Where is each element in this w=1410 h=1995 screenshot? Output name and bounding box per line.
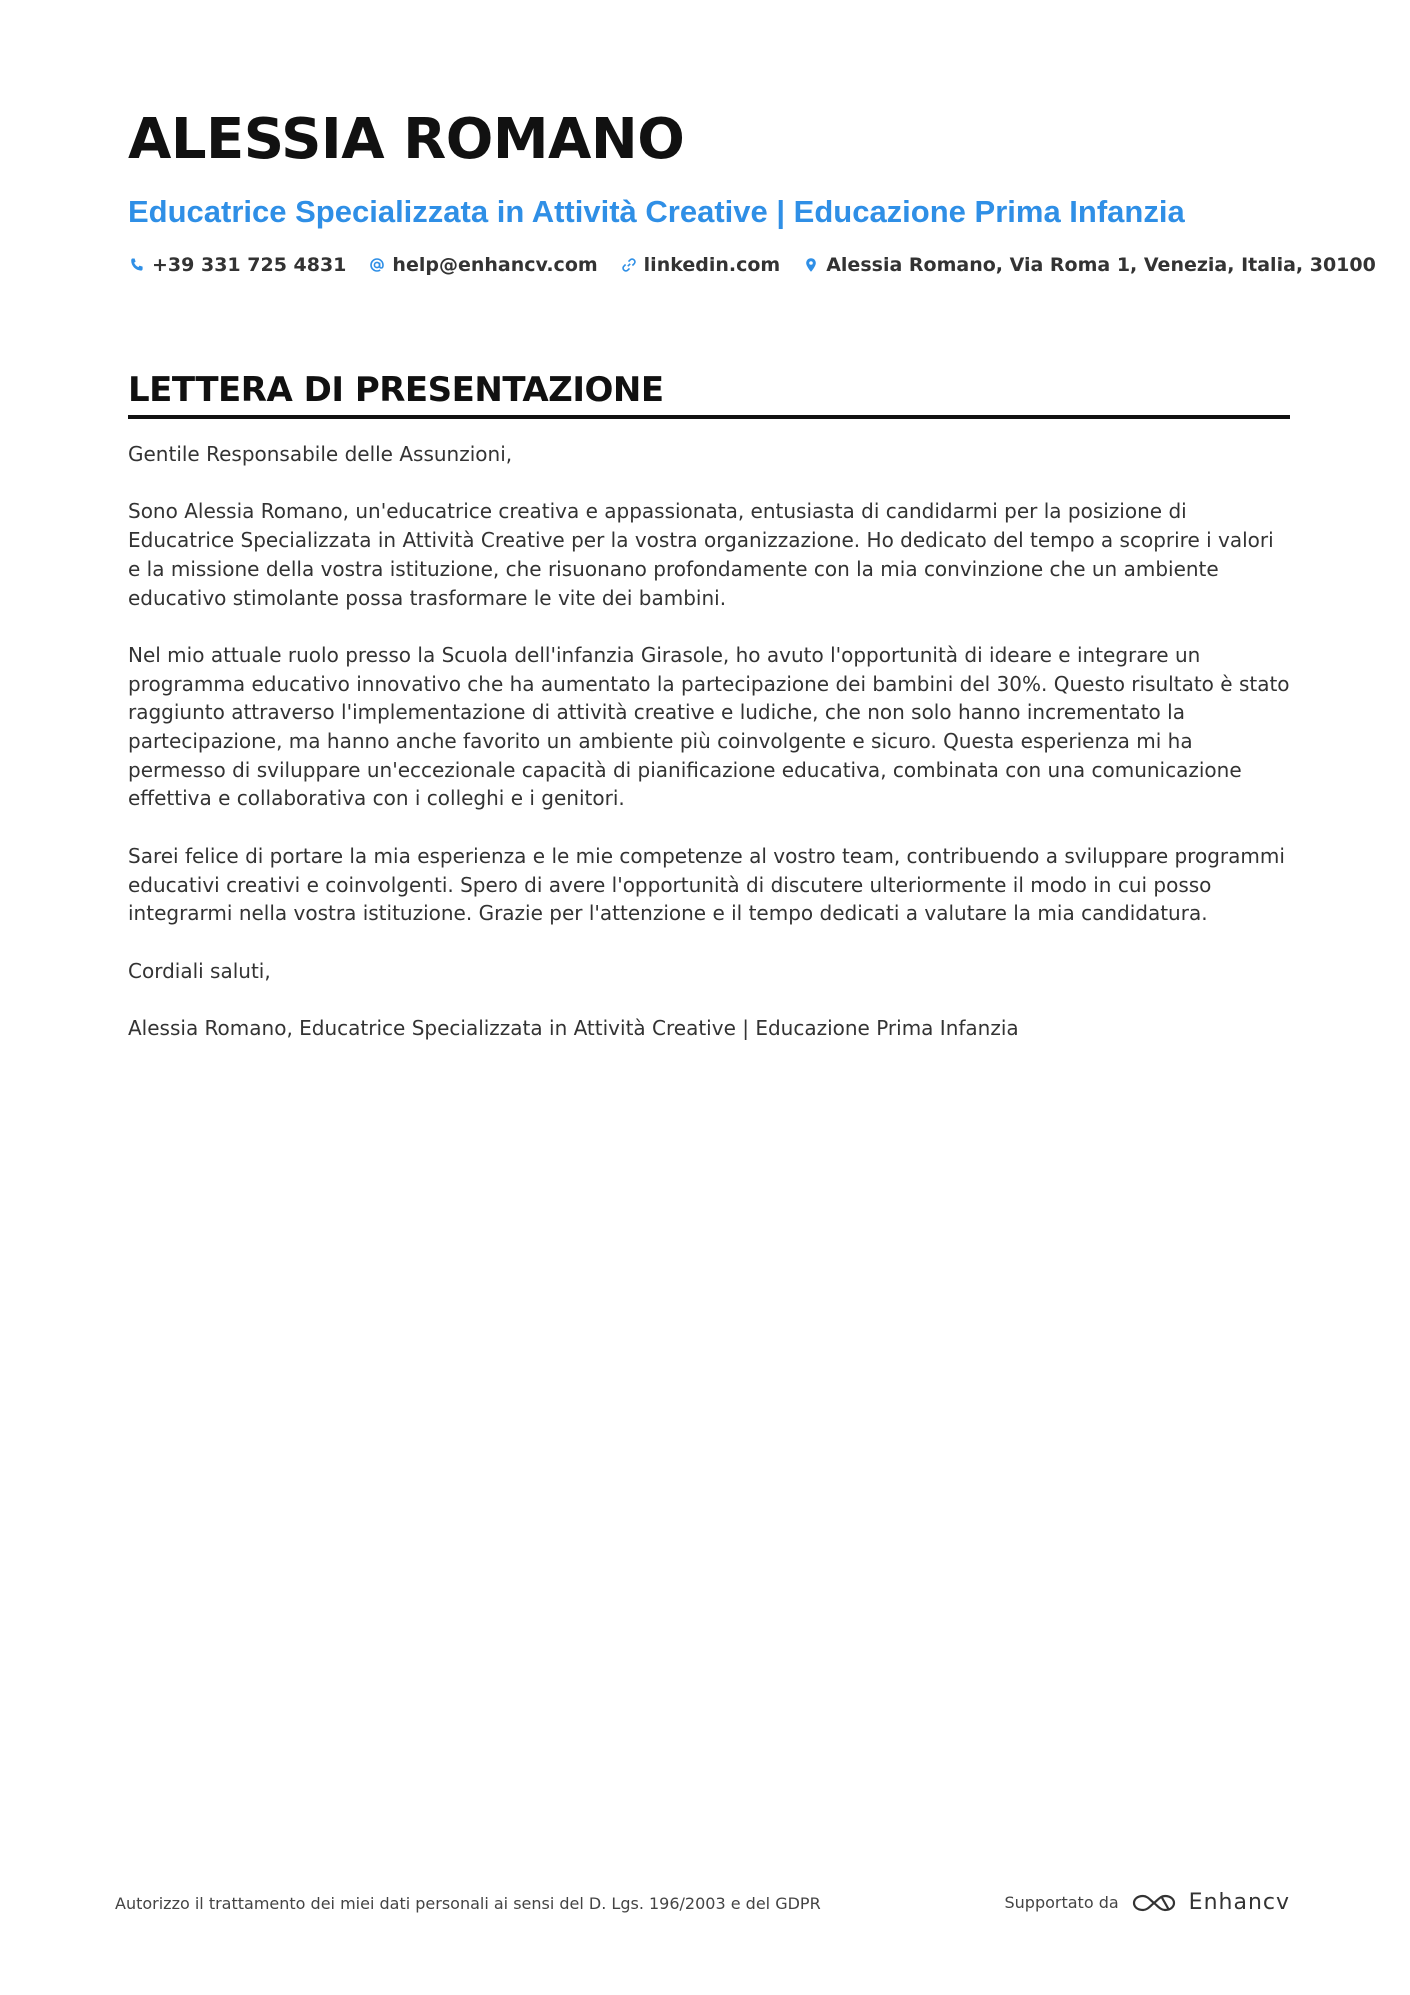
letter-body [128,440,1290,1071]
letter-signature: Alessia Romano, Educatrice Specializzata in Attività Creative | Educazione Prima Infanzia [128,1015,1019,1040]
contact-bar [128,254,1398,276]
contact-address-text: Alessia Romano, Via Roma 1, Venezia, Italia, 30100 [826,254,1376,276]
link-icon [620,256,638,274]
contact-email-text: help@enhancv.com [392,254,598,276]
enhancv-brand[interactable]: Enhancv [1188,1890,1290,1915]
enhancv-logo-icon [1131,1891,1177,1915]
privacy-notice: Autorizzo il trattamento dei miei dati personali ai sensi del D. Lgs. 196/2003 e del GDPR [115,1894,821,1913]
letter-paragraph: Sono Alessia Romano, un'educatrice creativa e appassionata, entusiasta di candidarmi per la posizione di Educatrice Specializzata in Attività Creative per la vostra organizzazione. Ho dedicato del tempo a scoprire i valori e la missione della vostra istituzione, che risuonano profondamente con la mia convinzione che un ambiente educativo stimolante possa trasformare le vite dei bambini. [128,499,1274,610]
contact-phone[interactable] [128,254,346,276]
supported-by-label: Supportato da [1004,1893,1119,1912]
at-icon [368,256,386,274]
phone-icon [128,256,146,274]
letter-paragraph: Sarei felice di portare la mia esperienza e le mie competenze al vostro team, contribuendo a sviluppare programmi educativi creativi e coinvolgenti. Spero di avere l'opportunità di discutere ulteriormente il modo in cui posso integrarmi nella vostra istituzione. Grazie per l'attenzione e il tempo dedicati a valutare la mia candidatura. [128,843,1285,926]
letter-greeting: Gentile Responsabile delle Assunzioni, [128,442,513,466]
contact-linkedin-text: linkedin.com [643,254,781,276]
contact-address [802,254,1376,276]
letter-closing: Cordiali saluti, [128,958,271,983]
cover-letter-page [128,0,1376,1995]
letter-paragraph: Nel mio attuale ruolo presso la Scuola dell'infanzia Girasole, ho avuto l'opportunità di ideare e integrare un programma educativo innovativo che ha aumentato la partecipazione dei bambini del 30%. Questo risultato è stato raggiunto attraverso l'implementazione di attività creative e ludiche, che non solo hanno incrementato la partecipazione, ma hanno anche favorito un ambiente più coinvolgente e sicuro. Questa esperienza mi ha permesso di sviluppare un'eccezionale capacità di pianificazione educativa, combinata con una comunicazione effettiva e collaborativa con i colleghi e i genitori. [128,642,1290,811]
branding [1005,1890,1291,1915]
section-title: LETTERA DI PRESENTAZIONE [128,370,1290,419]
candidate-title: Educatrice Specializzata in Attività Creative | Educazione Prima Infanzia [128,194,1185,229]
location-pin-icon [802,256,820,274]
contact-linkedin[interactable] [620,254,781,276]
contact-email[interactable] [368,254,597,276]
contact-phone-text: +39 331 725 4831 [152,254,347,276]
candidate-name: ALESSIA ROMANO [128,107,685,172]
